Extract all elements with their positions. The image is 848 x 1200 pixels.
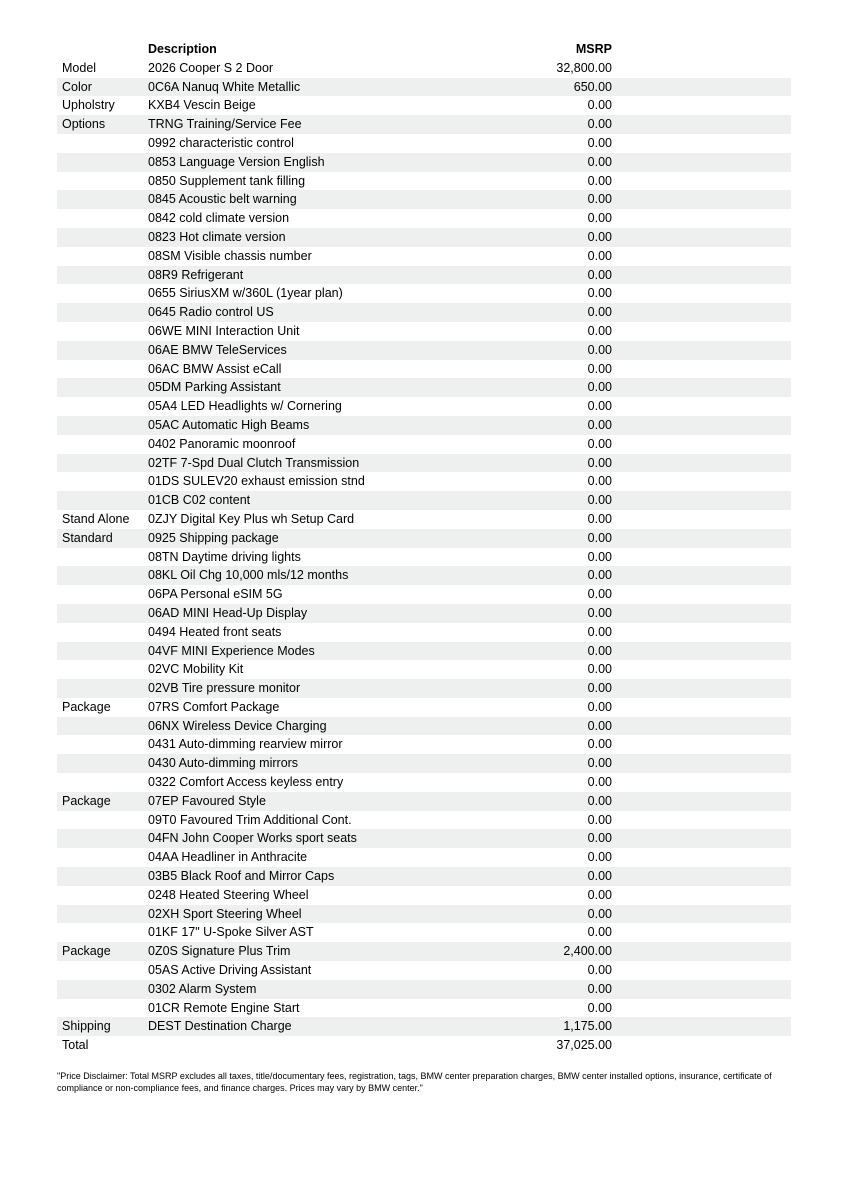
category-cell: Standard xyxy=(62,530,113,545)
table-header xyxy=(57,40,791,59)
msrp-cell: 0.00 xyxy=(587,511,612,526)
description-cell: 0322 Comfort Access keyless entry xyxy=(148,775,344,790)
description-cell: TRNG Training/Service Fee xyxy=(148,117,302,132)
description-cell: 0431 Auto-dimming rearview mirror xyxy=(148,737,343,752)
description-cell: 0402 Panoramic moonroof xyxy=(148,436,296,451)
category-cell: Color xyxy=(62,79,92,94)
msrp-cell: 0.00 xyxy=(587,229,612,244)
msrp-cell: 1,175.00 xyxy=(563,1019,612,1034)
price-disclaimer: "Price Disclaimer: Total MSRP excludes all taxes, title/documentary fees, registration, tags, BMW center preparation charges, BMW center installed options, insurance, certificate of compliance or non-compliance fees, and finance charges. Prices may vary by BMW center." xyxy=(57,1071,772,1094)
msrp-cell: 0.00 xyxy=(587,154,612,169)
description-cell: 05DM Parking Assistant xyxy=(148,380,281,395)
description-cell: 0853 Language Version English xyxy=(148,154,325,169)
table-row xyxy=(57,867,791,886)
msrp-cell: 0.00 xyxy=(587,173,612,188)
msrp-cell: 0.00 xyxy=(587,906,612,921)
description-cell: 01KF 17" U-Spoke Silver AST xyxy=(148,925,314,940)
msrp-cell: 0.00 xyxy=(587,192,612,207)
table-row xyxy=(57,284,791,303)
msrp-cell: 0.00 xyxy=(587,305,612,320)
msrp-cell: 0.00 xyxy=(587,530,612,545)
price-table xyxy=(57,40,791,1055)
table-row xyxy=(57,303,791,322)
table-row xyxy=(57,905,791,924)
table-row xyxy=(57,585,791,604)
table-row xyxy=(57,999,791,1018)
description-cell: 0925 Shipping package xyxy=(148,530,279,545)
description-cell: 04VF MINI Experience Modes xyxy=(148,643,315,658)
msrp-cell: 0.00 xyxy=(587,361,612,376)
description-cell: 07EP Favoured Style xyxy=(148,793,266,808)
msrp-cell: 0.00 xyxy=(587,756,612,771)
msrp-cell: 0.00 xyxy=(587,549,612,564)
msrp-cell: 0.00 xyxy=(587,98,612,113)
table-row xyxy=(57,886,791,905)
table-row xyxy=(57,792,791,811)
category-cell: Total xyxy=(62,1038,89,1053)
description-cell: 06WE MINI Interaction Unit xyxy=(148,323,300,338)
msrp-cell: 650.00 xyxy=(573,79,612,94)
msrp-cell: 0.00 xyxy=(587,887,612,902)
category-cell: Shipping xyxy=(62,1019,111,1034)
msrp-header-cell: MSRP xyxy=(575,42,612,56)
description-cell: 06AC BMW Assist eCall xyxy=(148,361,282,376)
msrp-cell: 0.00 xyxy=(587,812,612,827)
description-cell: 08TN Daytime driving lights xyxy=(148,549,301,564)
table-row xyxy=(57,397,791,416)
description-cell: 0850 Supplement tank filling xyxy=(148,173,306,188)
description-cell: 06PA Personal eSIM 5G xyxy=(148,587,283,602)
msrp-cell: 32,800.00 xyxy=(556,60,612,75)
msrp-cell: 0.00 xyxy=(587,248,612,263)
table-row xyxy=(57,96,791,115)
msrp-cell: 0.00 xyxy=(587,869,612,884)
msrp-cell: 0.00 xyxy=(587,1000,612,1015)
description-cell: 0C6A Nanuq White Metallic xyxy=(148,79,301,94)
msrp-cell: 0.00 xyxy=(587,135,612,150)
description-cell: 07RS Comfort Package xyxy=(148,699,280,714)
table-row xyxy=(57,491,791,510)
description-cell: 08SM Visible chassis number xyxy=(148,248,312,263)
table-row xyxy=(57,378,791,397)
msrp-cell: 0.00 xyxy=(587,793,612,808)
description-cell: 0655 SiriusXM w/360L (1year plan) xyxy=(148,286,343,301)
table-row xyxy=(57,190,791,209)
description-cell: 08R9 Refrigerant xyxy=(148,267,244,282)
category-cell: Options xyxy=(62,117,106,132)
msrp-cell: 0.00 xyxy=(587,587,612,602)
description-cell: 01CR Remote Engine Start xyxy=(148,1000,300,1015)
description-cell: 0494 Heated front seats xyxy=(148,624,282,639)
category-cell: Upholstry xyxy=(62,98,115,113)
description-cell: 06NX Wireless Device Charging xyxy=(148,718,327,733)
msrp-cell: 0.00 xyxy=(587,831,612,846)
description-cell: 09T0 Favoured Trim Additional Cont. xyxy=(148,812,352,827)
msrp-cell: 0.00 xyxy=(587,417,612,432)
description-cell: 05A4 LED Headlights w/ Cornering xyxy=(148,399,342,414)
table-row xyxy=(57,660,791,679)
description-cell: 06AE BMW TeleServices xyxy=(148,342,287,357)
table-row xyxy=(57,153,791,172)
table-row xyxy=(57,472,791,491)
table-row xyxy=(57,698,791,717)
description-cell: 03B5 Black Roof and Mirror Caps xyxy=(148,869,335,884)
msrp-cell: 0.00 xyxy=(587,117,612,132)
table-row xyxy=(57,529,791,548)
msrp-cell: 0.00 xyxy=(587,850,612,865)
description-cell: 2026 Cooper S 2 Door xyxy=(148,60,274,75)
table-row xyxy=(57,548,791,567)
description-cell: 02VC Mobility Kit xyxy=(148,662,244,677)
description-cell: 04FN John Cooper Works sport seats xyxy=(148,831,357,846)
msrp-cell: 0.00 xyxy=(587,323,612,338)
table-row xyxy=(57,679,791,698)
msrp-cell: 0.00 xyxy=(587,662,612,677)
category-cell: Package xyxy=(62,699,111,714)
msrp-cell: 0.00 xyxy=(587,981,612,996)
msrp-cell: 2,400.00 xyxy=(563,944,612,959)
table-row xyxy=(57,811,791,830)
table-row xyxy=(57,435,791,454)
description-cell: 06AD MINI Head-Up Display xyxy=(148,605,308,620)
table-row xyxy=(57,754,791,773)
msrp-cell: 0.00 xyxy=(587,267,612,282)
description-cell: 02TF 7-Spd Dual Clutch Transmission xyxy=(148,455,360,470)
description-cell: 05AS Active Driving Assistant xyxy=(148,963,312,978)
description-cell: 0430 Auto-dimming mirrors xyxy=(148,756,299,771)
table-row xyxy=(57,266,791,285)
msrp-cell: 0.00 xyxy=(587,568,612,583)
table-row xyxy=(57,341,791,360)
msrp-cell: 0.00 xyxy=(587,624,612,639)
table-row xyxy=(57,848,791,867)
table-row xyxy=(57,209,791,228)
description-cell: 04AA Headliner in Anthracite xyxy=(148,850,308,865)
table-row xyxy=(57,829,791,848)
description-cell: 0823 Hot climate version xyxy=(148,229,286,244)
table-row xyxy=(57,322,791,341)
msrp-cell: 0.00 xyxy=(587,455,612,470)
table-row xyxy=(57,980,791,999)
description-cell: 01CB C02 content xyxy=(148,493,251,508)
category-cell: Model xyxy=(62,60,97,75)
description-cell: 0842 cold climate version xyxy=(148,211,290,226)
table-row xyxy=(57,59,791,78)
msrp-cell: 37,025.00 xyxy=(556,1038,612,1053)
msrp-cell: 0.00 xyxy=(587,718,612,733)
table-row xyxy=(57,773,791,792)
description-cell: KXB4 Vescin Beige xyxy=(148,98,256,113)
table-row xyxy=(57,604,791,623)
table-row xyxy=(57,961,791,980)
msrp-cell: 0.00 xyxy=(587,963,612,978)
description-cell: DEST Destination Charge xyxy=(148,1019,292,1034)
msrp-cell: 0.00 xyxy=(587,925,612,940)
description-cell: 02XH Sport Steering Wheel xyxy=(148,906,302,921)
msrp-cell: 0.00 xyxy=(587,211,612,226)
msrp-cell: 0.00 xyxy=(587,605,612,620)
description-cell: 02VB Tire pressure monitor xyxy=(148,681,301,696)
category-cell: Stand Alone xyxy=(62,511,130,526)
msrp-cell: 0.00 xyxy=(587,681,612,696)
table-row xyxy=(57,623,791,642)
category-cell: Package xyxy=(62,944,111,959)
description-cell: 0Z0S Signature Plus Trim xyxy=(148,944,291,959)
msrp-cell: 0.00 xyxy=(587,737,612,752)
msrp-cell: 0.00 xyxy=(587,643,612,658)
table-row xyxy=(57,566,791,585)
table-row xyxy=(57,134,791,153)
table-row xyxy=(57,1036,791,1055)
table-row xyxy=(57,78,791,97)
description-cell: 0645 Radio control US xyxy=(148,305,274,320)
description-cell: 08KL Oil Chg 10,000 mls/12 months xyxy=(148,568,349,583)
description-cell: 0845 Acoustic belt warning xyxy=(148,192,297,207)
msrp-cell: 0.00 xyxy=(587,775,612,790)
table-row xyxy=(57,942,791,961)
table-row xyxy=(57,416,791,435)
msrp-cell: 0.00 xyxy=(587,699,612,714)
table-row xyxy=(57,228,791,247)
msrp-cell: 0.00 xyxy=(587,342,612,357)
description-cell: 01DS SULEV20 exhaust emission stnd xyxy=(148,474,365,489)
table-row xyxy=(57,642,791,661)
description-cell: 0ZJY Digital Key Plus wh Setup Card xyxy=(148,511,355,526)
msrp-cell: 0.00 xyxy=(587,493,612,508)
table-row xyxy=(57,717,791,736)
table-row xyxy=(57,115,791,134)
table-row xyxy=(57,510,791,529)
table-row xyxy=(57,1017,791,1036)
msrp-cell: 0.00 xyxy=(587,399,612,414)
msrp-cell: 0.00 xyxy=(587,286,612,301)
table-row xyxy=(57,247,791,266)
description-cell: 0992 characteristic control xyxy=(148,135,294,150)
description-cell: 0302 Alarm System xyxy=(148,981,257,996)
table-row xyxy=(57,923,791,942)
table-row xyxy=(57,735,791,754)
msrp-cell: 0.00 xyxy=(587,474,612,489)
description-cell: 05AC Automatic High Beams xyxy=(148,417,310,432)
table-row xyxy=(57,454,791,473)
table-row xyxy=(57,172,791,191)
msrp-cell: 0.00 xyxy=(587,436,612,451)
price-table-body xyxy=(57,59,791,1055)
msrp-cell: 0.00 xyxy=(587,380,612,395)
table-row xyxy=(57,360,791,379)
description-cell: 0248 Heated Steering Wheel xyxy=(148,887,309,902)
category-cell: Package xyxy=(62,793,111,808)
description-header-cell: Description xyxy=(148,42,217,56)
